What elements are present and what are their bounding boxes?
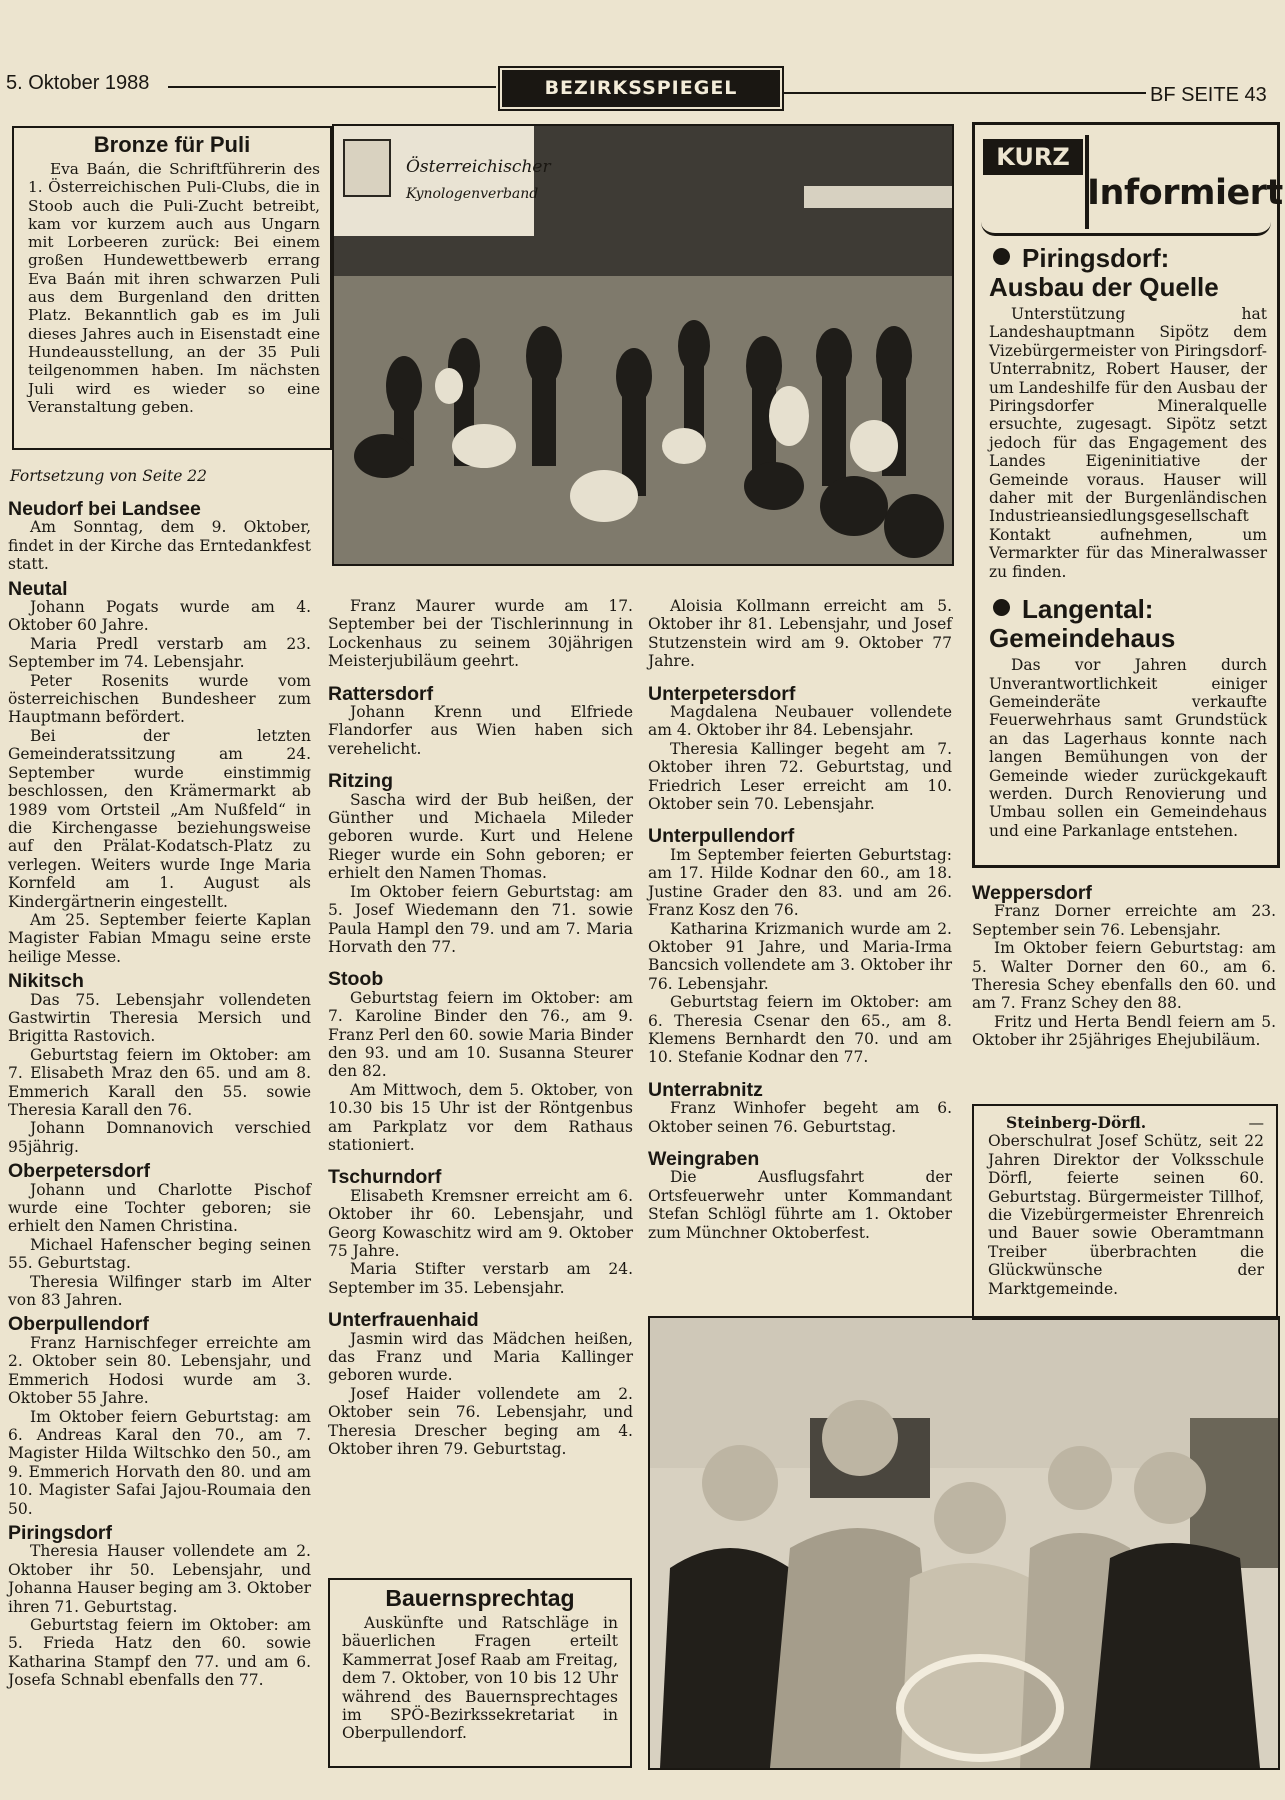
section-masthead: BEZIRKSSPIEGEL <box>502 70 780 107</box>
steinberg-paragraph <box>988 1114 1264 1298</box>
unterrabnitz-p1: Franz Winhofer begeht am 6. Oktober seinen 76. Geburtstag. <box>648 1099 952 1136</box>
heading-piringsdorf: Piringsdorf <box>8 1521 113 1544</box>
steinberg-text: — Oberschulrat Josef Schütz, seit 22 Jahren Direktor der Volksschule Dörfl, feierte seinen 60. Geburtstag. Bürgermeister Tillhof, die Vizebürgermeister Ehrenreich und Bauer sowie Oberamtmann Treiber überbrachten die Glückwünsche der Marktgemeinde. <box>988 1114 1264 1298</box>
neudorf-p1: Am Sonntag, dem 9. Oktober, findet in der Kirche das Erntedankfest statt. <box>8 518 311 574</box>
kurz-item2-text: Das vor Jahren durch Unverantwortlichkeit einiger Gemeinderäte verkaufte Feuerwehrhaus samt Grundstück an das Lagerhaus konnte nach langen Bemühungen von der Gemeinde wieder zurückgekauft werden. Durch Renovierung und Umbau sollen ein Gemeindehaus und eine Parkanlage entstehen. <box>989 656 1267 840</box>
weppersdorf-column <box>972 884 1276 1050</box>
weppersdorf-p1: Franz Dorner erreichte am 23. September sein 76. Lebensjahr. <box>972 902 1276 939</box>
heading-weingraben: Weingraben <box>648 1147 760 1170</box>
banner-text-2: Kynologenverband <box>406 186 539 202</box>
kurz-item-1 <box>975 242 1277 581</box>
unterfrauenhaid-p2: Josef Haider vollendete am 2. Oktober sein 76. Lebensjahr, und Theresia Drescher beging am 4. Oktober ihren 79. Geburtstag. <box>328 1384 633 1459</box>
column-1 <box>8 500 311 1690</box>
bullet-icon <box>993 248 1010 265</box>
heading-unterpetersdorf: Unterpetersdorf <box>648 682 796 705</box>
neutal-p2: Maria Predl verstarb am 23. September im 74. Lebensjahr. <box>8 634 311 672</box>
unterpetersdorf-p2: Theresia Kallinger begeht am 7. Oktober ihren 72. Geburtstag, und Friedrich Leser erreicht am 10. Oktober sein 70. Lebensjahr. <box>648 739 952 814</box>
heading-unterrabnitz: Unterrabnitz <box>648 1078 763 1101</box>
puli-article-box <box>12 126 332 450</box>
oberpullendorf-p2: Im Oktober feiern Geburtstag: am 6. Andreas Karal den 70., am 7. Magister Hilda Wiltschko den 50., am 9. Emmerich Horvath den 80. und am 10. Magister Safai Jajou-Roumaia den 50. <box>8 1407 311 1518</box>
ritzing-p1: Sascha wird der Bub heißen, der Günther und Michaela Mileder geboren wurde. Kurt und Helene Rieger wurde ein Sohn geboren; er erhielt den Namen Thomas. <box>328 790 633 883</box>
puli-title: Bronze für Puli <box>93 132 251 157</box>
neutal-p4: Bei der letzten Gemeinderatssitzung am 24. September wurde einstimmig beschlossen, den Krämermarkt ab 1989 vom Ortsteil „Am Nußfeld“ in die Kirchengasse beziehungsweise auf den Prälat-Kodatsch-Platz zu verlegen. Weiters wurde Inge Maria Kornfeld am 1. August als Kindergärtnerin eingestellt. <box>8 726 311 911</box>
heading-tschurndorf: Tschurndorf <box>328 1166 442 1189</box>
kurz-header <box>981 131 1283 236</box>
tschurndorf-p1: Elisabeth Kremsner erreicht am 6. Oktober ihr 60. Lebensjahr, und Georg Kowaschitz wird am 9. Oktober 75 Jahre. <box>328 1186 633 1260</box>
kurz-item2-title2: Gemeindehaus <box>989 623 1176 654</box>
heading-unterpullendorf: Unterpullendorf <box>648 825 795 848</box>
kurz-label: KURZ <box>983 139 1083 175</box>
bauernsprechtag-box <box>328 1578 632 1768</box>
nikitsch-p1: Das 75. Lebensjahr vollendeten Gastwirtin Theresia Mersich und Brigitta Rastovich. <box>8 990 311 1046</box>
unterpullendorf-p3: Geburtstag feiern im Oktober: am 6. Theresia Csenar den 65., am 8. Klemens Bernhardt den 70. und am 10. Stefanie Kodnar den 77. <box>648 993 952 1067</box>
kurz-informiert-box <box>972 122 1283 868</box>
heading-nikitsch: Nikitsch <box>8 970 84 993</box>
dog-show-image <box>334 126 952 564</box>
kurz-item1-title2: Ausbau der Quelle <box>989 272 1219 302</box>
header-rule-right <box>782 92 1146 94</box>
heading-neutal: Neutal <box>8 577 68 600</box>
weppersdorf-p3: Fritz und Herta Bendl feiern am 5. Oktober ihr 25jähriges Ehejubiläum. <box>972 1012 1276 1050</box>
bullet-icon <box>993 599 1010 616</box>
oberpetersdorf-p1: Johann und Charlotte Pischof wurde eine Tochter geboren; sie erhielt den Namen Christina. <box>8 1180 311 1236</box>
issue-date: 5. Oktober 1988 <box>6 72 150 94</box>
weingraben-p1: Die Ausflugsfahrt der Ortsfeuerwehr unter Kommandant Stefan Schlögl führte am 1. Oktober zum Münchner Oktoberfest. <box>648 1168 952 1242</box>
stoob-p2: Am Mittwoch, dem 5. Oktober, von 10.30 bis 15 Uhr ist der Röntgenbus am Parkplatz vor dem Rathaus stationiert. <box>328 1080 633 1154</box>
unterpullendorf-p2: Katharina Krizmanich wurde am 2. Oktober 91 Jahre, und Maria-Irma Bancsich vollendete am 3. Oktober ihr 76. Lebensjahr. <box>648 919 952 993</box>
rattersdorf-p1: Johann Krenn und Elfriede Flandorfer aus Wien haben sich verehelicht. <box>328 703 633 758</box>
piringsdorf-p2: Geburtstag feiern im Oktober: am 5. Frieda Hatz den 60. sowie Katharina Stampf den 77. und am 6. Josefa Schnabl ebenfalls den 77. <box>8 1615 311 1690</box>
column-3 <box>648 597 952 1242</box>
weppersdorf-p2: Im Oktober feiern Geburtstag: am 5. Walter Dorner den 60., am 6. Theresia Schey ebenfalls den 60. und am 7. Franz Schey den 88. <box>972 939 1276 1013</box>
banner-text: Österreichischer <box>406 157 551 177</box>
neutal-p1: Johann Pogats wurde am 4. Oktober 60 Jahre. <box>8 598 311 635</box>
nikitsch-p3: Johann Domnanovich verschied 95jährig. <box>8 1119 311 1156</box>
heading-weppersdorf: Weppersdorf <box>972 882 1092 904</box>
tschurndorf-p2: Maria Stifter verstarb am 24. September im 35. Lebensjahr. <box>328 1260 633 1297</box>
header-rule-left <box>168 86 496 88</box>
unterpullendorf-p1: Im September feierten Geburtstag: am 17. Hilde Kodnar den 60., am 18. Justine Grader den 83. und am 26. Franz Kosz den 76. <box>648 845 952 920</box>
heading-oberpetersdorf: Oberpetersdorf <box>8 1160 150 1183</box>
kurz-item2-title1: Langental: <box>1022 594 1154 625</box>
col2-intro: Franz Maurer wurde am 17. September bei der Tischlerinnung in Lockenhaus zu seinem 30jährigen Meisterjubiläum geehrt. <box>328 597 633 671</box>
kurz-title: Informiert <box>1087 173 1283 213</box>
unterpetersdorf-p1: Magdalena Neubauer vollendete am 4. Oktober ihr 84. Lebensjahr. <box>648 703 952 740</box>
kurz-item1-title1: Piringsdorf: <box>1022 243 1170 273</box>
page-number: BF SEITE 43 <box>1150 84 1267 106</box>
steinberg-lead: Steinberg-Dörfl. <box>1006 1113 1147 1132</box>
bauern-text: Auskünfte und Ratschläge in bäuerlichen Fragen erteilt Kammerrat Josef Raab am Freitag, dem 7. Oktober, von 10 bis 12 Uhr während des Bauernsprechtages im SPÖ-Bezirkssekretariat in Oberpullendorf. <box>342 1614 618 1743</box>
nikitsch-p2: Geburtstag feiern im Oktober: am 7. Elisabeth Mraz den 65. und am 8. Emmerich Karall den 55. sowie Theresia Karall den 76. <box>8 1045 311 1119</box>
oberpullendorf-p1: Franz Harnischfeger erreichte am 2. Oktober sein 80. Lebensjahr, und Emmerich Hodosi wurde am 3. Oktober 55 Jahre. <box>8 1333 311 1408</box>
group-photo <box>648 1316 1280 1770</box>
column-2 <box>328 597 633 1458</box>
piringsdorf-p1: Theresia Hauser vollendete am 2. Oktober ihr 50. Lebensjahr, und Johanna Hauser beging am 3. Oktober ihren 71. Geburtstag. <box>8 1542 311 1616</box>
oberpetersdorf-p3: Theresia Wilfinger starb im Alter von 83 Jahren. <box>8 1272 311 1310</box>
dog-show-photo <box>332 124 954 566</box>
steinberg-box <box>972 1104 1278 1320</box>
ritzing-p2: Im Oktober feiern Geburtstag: am 5. Josef Wiedemann den 71. sowie Paula Hampl den 79. und am 7. Maria Horvath den 77. <box>328 882 633 956</box>
oberpetersdorf-p2: Michael Hafenscher beging seinen 55. Geburtstag. <box>8 1235 311 1273</box>
unterfrauenhaid-p1: Jasmin wird das Mädchen heißen, das Franz und Maria Kallinger geboren wurde. <box>328 1329 633 1385</box>
kurz-item-2 <box>975 581 1277 840</box>
bauern-title: Bauernsprechtag <box>385 1585 575 1611</box>
heading-neudorf: Neudorf bei Landsee <box>8 498 201 520</box>
heading-oberpullendorf: Oberpullendorf <box>8 1313 149 1336</box>
heading-stoob: Stoob <box>328 968 384 991</box>
puli-text: Eva Baán, die Schriftführerin des 1. Österreichischen Puli-Clubs, die in Stoob auch die Puli-Zucht betreibt, kam vor kurzem auch aus Ungarn mit Lorbeeren zurück: Bei einem großen Hundewettbewerb errang Eva Baán mit ihren schwarzen Puli aus dem Burgenland den dritten Platz. Bekanntlich gab es im Juli dieses Jahres auch in Eisenstadt eine Hundeausstellung, an der 35 Puli teilgenommen haben. Im nächsten Juli wird es wieder so eine Veranstaltung geben. <box>28 160 320 416</box>
continued-note: Fortsetzung von Seite 22 <box>10 467 208 485</box>
stoob-p1: Geburtstag feiern im Oktober: am 7. Karoline Binder den 76., am 9. Franz Perl den 60. sowie Maria Binder den 93. und am 10. Susanna Steurer den 82. <box>328 988 633 1081</box>
heading-rattersdorf: Rattersdorf <box>328 682 434 705</box>
neutal-p5: Am 25. September feierte Kaplan Magister Fabian Mmagu seine erste heilige Messe. <box>8 910 311 966</box>
heading-ritzing: Ritzing <box>328 770 393 793</box>
group-image <box>650 1318 1278 1768</box>
kurz-item1-text: Unterstützung hat Landeshauptmann Sipötz dem Vizebürgermeister von Piringsdorf-Unterrabnitz, Robert Hauser, der um Landeshilfe für den Ausbau der Piringsdorfer Mineralquelle ersuchte, zugesagt. Sipötz setzt jedoch für das Engagement des Landes Eigeninitiative der Gemeinde voraus. Hauser will daher mit der Burgenländischen Industrieansiedlungsgesellschaft Kontakt aufnehmen, um Vermarkter für das Mineralwasser zu finden. <box>989 305 1267 581</box>
heading-unterfrauenhaid: Unterfrauenhaid <box>328 1309 479 1332</box>
neutal-p3: Peter Rosenits wurde vom österreichischen Bundesheer zum Hauptmann befördert. <box>8 671 311 727</box>
col3-intro: Aloisia Kollmann erreicht am 5. Oktober ihr 81. Lebensjahr, und Josef Stutzenstein wird am 9. Oktober 77 Jahre. <box>648 597 952 671</box>
